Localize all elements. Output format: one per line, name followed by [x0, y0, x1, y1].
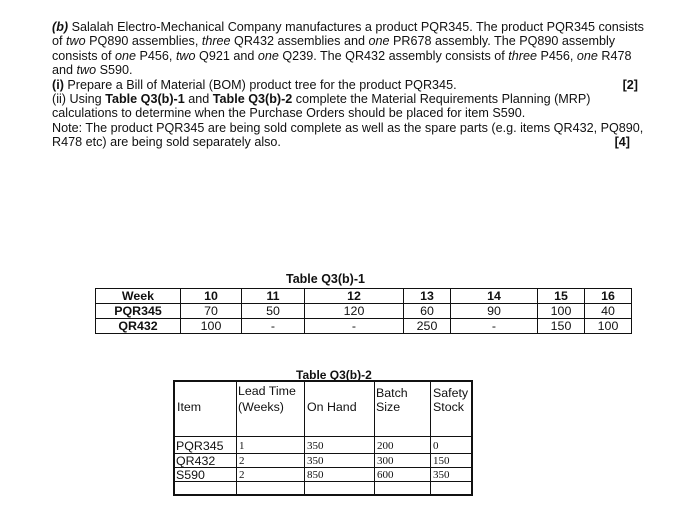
table-row	[96, 304, 632, 319]
question-part-i: (i) Prepare a Bill of Material (BOM) product tree for the product PQR345. [2]	[52, 77, 638, 92]
table-cell: QR432	[176, 454, 216, 468]
question-note: Note: The product PQR345 are being sold complete as well as the spare parts (e.g. items QR432, PQ890, R478 etc) are being sold separately also. [4]	[52, 120, 644, 150]
table-cell: 50	[242, 304, 305, 319]
table-cell: 100	[181, 319, 242, 334]
inventory-table	[173, 380, 473, 496]
table-cell: S590	[176, 468, 205, 482]
week-header: Week	[96, 289, 181, 304]
row-label: PQR345	[96, 304, 181, 319]
column-divider	[430, 382, 431, 494]
table-cell: 12	[305, 289, 404, 304]
question-paragraph-1: (b) Salalah Electro-Mechanical Company manufactures a product PQR345. The product PQR345 consists of two PQ890 assemblies, three QR432 assemblies and one PR678 assembly. The PQ890 assembly consists of one P456, two Q921 and one Q239. The QR432 assembly consists of three P456, one R478 and two S590.	[52, 20, 644, 78]
note-mark: [4]	[614, 135, 630, 150]
table-cell: 300	[377, 455, 394, 467]
question-part-ii: (ii) Using Table Q3(b)-1 and Table Q3(b)-2 complete the Material Requirements Planning (MRP) calculations to determine when the Purchase Orders should be placed for item S590.	[52, 92, 591, 121]
row-divider	[175, 436, 471, 437]
safety-stock-header-2: Stock	[433, 400, 464, 414]
table-cell: -	[305, 319, 404, 334]
table-cell: 15	[538, 289, 585, 304]
row-label: QR432	[96, 319, 181, 334]
table-cell: 13	[404, 289, 451, 304]
part-i-mark: [2]	[622, 77, 638, 92]
batch-size-header: Batch	[376, 386, 408, 400]
row-divider	[175, 453, 471, 454]
item-header: Item	[177, 400, 202, 414]
table-cell: 0	[433, 440, 439, 452]
table-cell: 10	[181, 289, 242, 304]
table-cell: 40	[585, 304, 632, 319]
mps-table	[95, 288, 632, 334]
table-cell: 250	[404, 319, 451, 334]
table-cell: 90	[451, 304, 538, 319]
table-cell: 70	[181, 304, 242, 319]
table-cell: 350	[307, 440, 324, 452]
lead-time-header: Lead Time	[238, 384, 296, 398]
table-cell: 16	[585, 289, 632, 304]
column-divider	[374, 382, 375, 494]
safety-stock-header: Safety	[433, 386, 469, 400]
table-cell: 150	[538, 319, 585, 334]
table-cell: 14	[451, 289, 538, 304]
table1-title: Table Q3(b)-1	[286, 272, 365, 286]
table-cell: 100	[538, 304, 585, 319]
column-divider	[304, 382, 305, 494]
table-cell: 60	[404, 304, 451, 319]
table-cell: -	[242, 319, 305, 334]
table-cell: 2	[239, 469, 245, 481]
table-cell: 11	[242, 289, 305, 304]
table-row	[96, 319, 632, 334]
table2-title: Table Q3(b)-2	[296, 368, 372, 382]
batch-size-header-2: Size	[376, 400, 401, 414]
table-cell: 350	[307, 455, 324, 467]
row-divider	[175, 481, 471, 482]
column-divider	[236, 382, 237, 494]
table-cell: 100	[585, 319, 632, 334]
table-cell: PQR345	[176, 439, 224, 453]
lead-time-header-unit: (Weeks)	[238, 400, 284, 414]
table-cell: 200	[377, 440, 394, 452]
on-hand-header: On Hand	[307, 400, 357, 414]
table-row	[96, 289, 632, 304]
question-text	[52, 20, 652, 150]
table-cell: 2	[239, 455, 245, 467]
table-cell: 600	[377, 469, 394, 481]
table-cell: 1	[239, 440, 245, 452]
table-cell: 150	[433, 455, 450, 467]
table-cell: 850	[307, 469, 324, 481]
table-cell: 120	[305, 304, 404, 319]
row-divider	[175, 467, 471, 468]
table-cell: -	[451, 319, 538, 334]
table-cell: 350	[433, 469, 450, 481]
